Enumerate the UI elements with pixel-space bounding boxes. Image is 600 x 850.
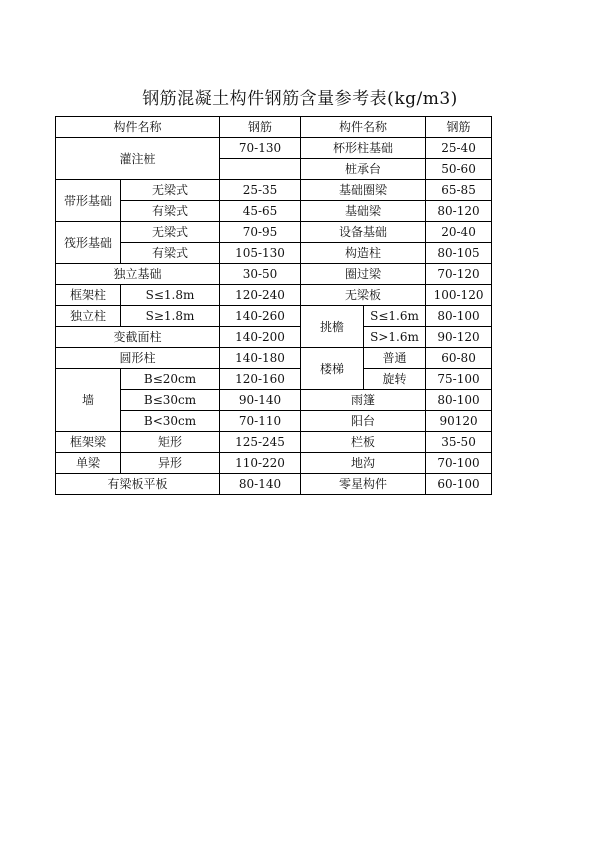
row-value: 70-120 (426, 264, 492, 285)
row-sublabel: B≤20cm (121, 369, 220, 390)
table-row (56, 474, 492, 495)
row-sublabel: 矩形 (121, 432, 220, 453)
row-value: 60-80 (426, 348, 492, 369)
row-value: 30-50 (220, 264, 301, 285)
row-sublabel: 有梁式 (121, 243, 220, 264)
header-steel: 钢筋 (220, 117, 301, 138)
row-value: 110-220 (220, 453, 301, 474)
empty-cell (220, 159, 301, 180)
table-header-row (56, 117, 492, 138)
table-row (56, 201, 492, 222)
row-label: 圆形柱 (56, 348, 220, 369)
table-row (56, 453, 492, 474)
row-label: 挑檐 (301, 306, 364, 348)
row-sublabel: 异形 (121, 453, 220, 474)
table-row (56, 327, 492, 348)
row-sublabel: 无梁式 (121, 180, 220, 201)
row-sublabel: 无梁式 (121, 222, 220, 243)
row-label: 栏板 (301, 432, 426, 453)
row-label: 雨篷 (301, 390, 426, 411)
row-label: 构造柱 (301, 243, 426, 264)
row-value: 90-140 (220, 390, 301, 411)
row-value: 140-200 (220, 327, 301, 348)
header-name-2: 构件名称 (301, 117, 426, 138)
row-value: 25-40 (426, 138, 492, 159)
row-value: 125-245 (220, 432, 301, 453)
row-sublabel: S≤1.8m (121, 285, 220, 306)
row-value: 50-60 (426, 159, 492, 180)
row-value: 120-160 (220, 369, 301, 390)
row-sublabel: B≤30cm (121, 390, 220, 411)
row-value: 70-100 (426, 453, 492, 474)
row-label: 框架梁 (56, 432, 121, 453)
row-value: 140-260 (220, 306, 301, 327)
row-sublabel: 旋转 (364, 369, 426, 390)
row-label: 有梁板平板 (56, 474, 220, 495)
row-label: 楼梯 (301, 348, 364, 390)
row-value: 45-65 (220, 201, 301, 222)
row-value: 80-105 (426, 243, 492, 264)
row-label: 墙 (56, 369, 121, 432)
row-label: 杯形柱基础 (301, 138, 426, 159)
row-value: 90-120 (426, 327, 492, 348)
row-value: 65-85 (426, 180, 492, 201)
table-row (56, 285, 492, 306)
row-value: 120-240 (220, 285, 301, 306)
row-label: 带形基础 (56, 180, 121, 222)
page-title: 钢筋混凝土构件钢筋含量参考表(kg/m3) (142, 89, 458, 109)
row-sublabel: B<30cm (121, 411, 220, 432)
table-row (56, 243, 492, 264)
table-row (56, 264, 492, 285)
row-label: 变截面柱 (56, 327, 220, 348)
header-name: 构件名称 (56, 117, 220, 138)
table-row (56, 138, 492, 159)
row-value: 70-110 (220, 411, 301, 432)
table-row (56, 369, 492, 390)
row-label: 设备基础 (301, 222, 426, 243)
row-value: 100-120 (426, 285, 492, 306)
row-label: 基础梁 (301, 201, 426, 222)
header-steel-2: 钢筋 (426, 117, 492, 138)
row-value: 70-95 (220, 222, 301, 243)
row-label: 独立柱 (56, 306, 121, 327)
table-row (56, 306, 492, 327)
row-sublabel: 普通 (364, 348, 426, 369)
row-value: 20-40 (426, 222, 492, 243)
row-label: 桩承台 (301, 159, 426, 180)
row-label: 圈过梁 (301, 264, 426, 285)
row-label: 阳台 (301, 411, 426, 432)
row-value: 75-100 (426, 369, 492, 390)
table-row (56, 390, 492, 411)
row-label: 灌注桩 (56, 138, 220, 180)
row-sublabel: S>1.6m (364, 327, 426, 348)
row-value: 105-130 (220, 243, 301, 264)
row-value: 70-130 (220, 138, 301, 159)
row-label: 筏形基础 (56, 222, 121, 264)
steel-content-table (55, 116, 492, 495)
row-value: 80-100 (426, 306, 492, 327)
table-row (56, 180, 492, 201)
row-label: 框架柱 (56, 285, 121, 306)
row-value: 80-120 (426, 201, 492, 222)
row-label: 无梁板 (301, 285, 426, 306)
row-sublabel: 有梁式 (121, 201, 220, 222)
row-sublabel: S≤1.6m (364, 306, 426, 327)
row-label: 零星构件 (301, 474, 426, 495)
table-row (56, 348, 492, 369)
row-label: 基础圈梁 (301, 180, 426, 201)
row-value: 25-35 (220, 180, 301, 201)
row-sublabel: S≥1.8m (121, 306, 220, 327)
row-label: 地沟 (301, 453, 426, 474)
table-row (56, 222, 492, 243)
row-value: 80-100 (426, 390, 492, 411)
row-value: 80-140 (220, 474, 301, 495)
row-label: 独立基础 (56, 264, 220, 285)
row-value: 35-50 (426, 432, 492, 453)
row-value: 90120 (426, 411, 492, 432)
table-row (56, 411, 492, 432)
row-value: 60-100 (426, 474, 492, 495)
row-value: 140-180 (220, 348, 301, 369)
row-label: 单梁 (56, 453, 121, 474)
table-row (56, 432, 492, 453)
